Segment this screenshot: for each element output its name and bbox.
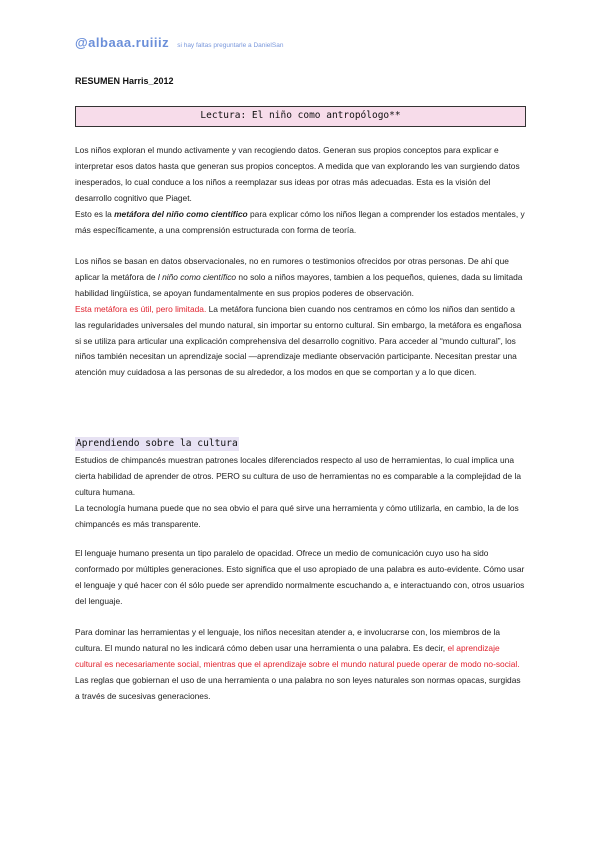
culture-block (75, 453, 527, 533)
paragraph-7: El lenguaje humano presenta un tipo paralelo de opacidad. Ofrece un medio de comunicación cuyo uso ha sido conformado por múltiples generaciones. Esto significa que el uso apropiado de una palabra es auto-evidente. Cómo usar el lenguaje y qué hacer con él sólo puede ser aprendido normalmente escuchando a, e interactuando con, otros usuarios del lenguaje. (75, 548, 525, 606)
lecture-title-box: Lectura: El niño como antropólogo** (75, 106, 526, 127)
metaphor-term: metáfora del niño como científico (114, 208, 248, 219)
paragraph-3-start: Los niños se basan en datos observacionales, no en rumores o testimonios ofrecidos por otras personas. De ahí que aplicar la metáfora de (75, 256, 509, 282)
watermark-handle: @albaaa.ruiiiz (75, 35, 170, 50)
paragraph-4-highlight: Esta metáfora es útil, pero limitada. (75, 303, 207, 314)
watermark-note: si hay faltas preguntarle a DanielSan (177, 42, 284, 49)
watermark (75, 32, 283, 51)
observation-block (75, 254, 527, 381)
intro-block (75, 143, 527, 238)
paragraph-4 (75, 302, 527, 382)
paragraph-2-end: para explicar cómo los niños llegan a comprender los estados mentales, y más específicamente, a una comprensión estructurada con forma de teoría. (75, 208, 525, 235)
paragraph-3-emphasis: l niño como científico (157, 271, 237, 282)
paragraph-1: Los niños exploran el mundo activamente y van recogiendo datos. Generan sus propios conceptos para explicar e interpretar esos datos hasta que generan sus propios conceptos. A medida que van explorando les van surgiendo datos inesperados, lo cual conduce a los niños a reemplazar sus ideas por otras más adecuadas. Esta es la visión del desarrollo cognitivo que Piaget. (75, 145, 520, 203)
paragraph-3 (75, 254, 527, 302)
document-title: RESUMEN Harris_2012 (75, 76, 174, 86)
language-block (75, 546, 527, 610)
paragraph-3-end: no solo a niños mayores, tambien a los pequeños, quienes, dada su limitada habilidad lingüística, se apoyan fundamentalmente en sus propios poderes de observación. (75, 271, 523, 298)
section-heading: Aprendiendo sobre la cultura (76, 438, 238, 449)
mastery-block (75, 625, 527, 705)
paragraph-8 (75, 625, 527, 705)
paragraph-8-end: Las reglas que gobiernan el uso de una herramienta o una palabra no son leyes naturales son normas opacas, surgidas a través de sucesivas generaciones. (75, 674, 521, 701)
paragraph-8-highlight: el aprendizaje cultural es necesariamente social, mientras que el aprendizaje sobre el mundo natural puede operar de modo no-social. (75, 642, 520, 669)
paragraph-8-start: Para dominar las herramientas y el lenguaje, los niños necesitan atender a, e involucrarse con, los miembros de la cultura. El mundo natural no les indicará cómo deben usar una herramienta o una palabra. Es decir, (75, 627, 501, 653)
paragraph-2-start: Esto es la (75, 208, 115, 219)
paragraph-4-end: La metáfora funciona bien cuando nos centramos en cómo los niños dan sentido a las regularidades universales del mundo natural, sin importar su entorno cultural. Sin embargo, la metáfora es engañosa si se utiliza para articular una explicación comprehensiva del desarrollo cognitivo. Para acceder al “mundo cultural”, los niños también necesitan un aprendizaje social —aprendizaje mediante observación participante. Necesitan prestar una atención muy cuidadosa a las personas de su alrededor, a los modos en que se comportan y a lo que dicen. (75, 303, 522, 378)
paragraph-5: Estudios de chimpancés muestran patrones locales diferenciados respecto al uso de herramientas, lo cual implica una cierta habilidad de aprender de otros. PERO su cultura de uso de herramientas no es comparable a la complejidad de la cultura humana. (75, 455, 521, 497)
paragraph-6: La tecnología humana puede que no sea obvio el para qué sirve una herramienta y cómo utilizarla, en cambio, la de los chimpancés es más transparente. (75, 502, 519, 529)
paragraph-2 (75, 207, 527, 239)
